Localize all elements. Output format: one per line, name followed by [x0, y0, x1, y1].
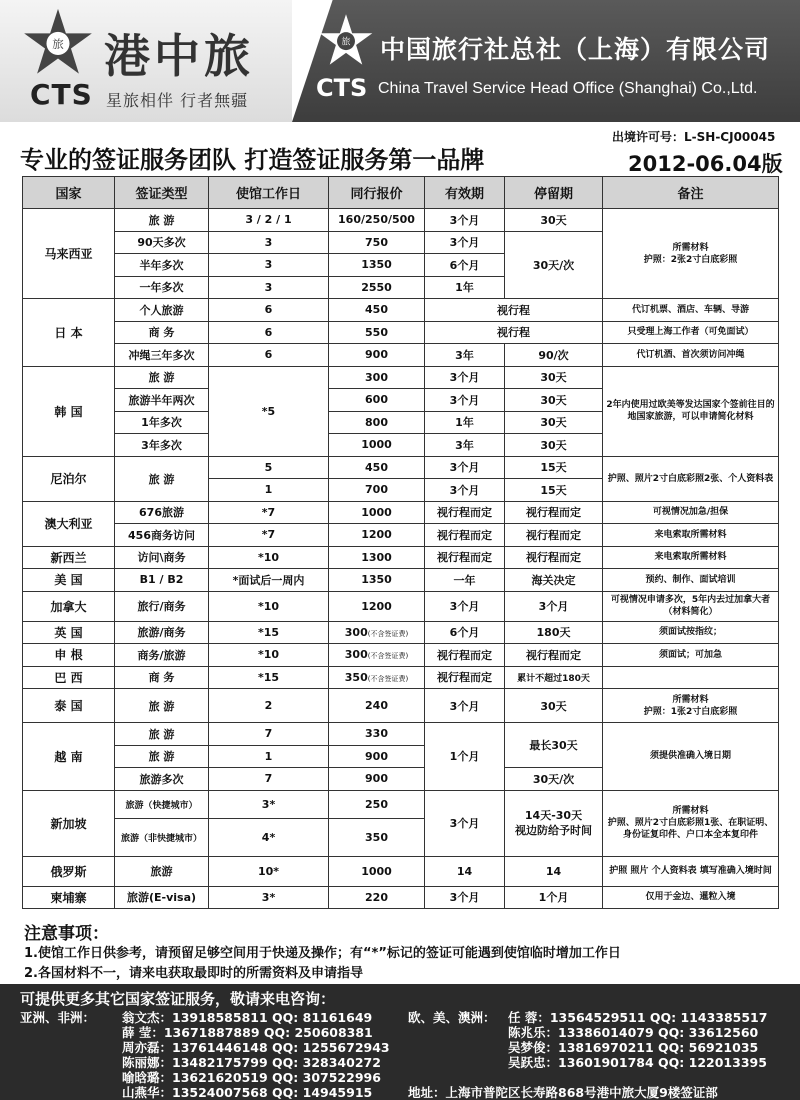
price-cell: 700	[329, 479, 425, 502]
workdays-cell: 3	[209, 254, 329, 277]
note-cell: 所需材料 护照、照片2寸白底彩照1张、在职证明、身份证复印件、户口本全本复印件	[603, 790, 779, 856]
stay-cell: 视行程而定	[505, 644, 603, 667]
workdays-cell: 2	[209, 689, 329, 723]
visa-type-cell: 旅 游	[115, 456, 209, 501]
price-cell: 1350	[329, 254, 425, 277]
price-cell: 1000	[329, 434, 425, 457]
visa-type-cell: 90天多次	[115, 231, 209, 254]
price-cell: 1200	[329, 591, 425, 621]
workdays-cell: *7	[209, 501, 329, 524]
contact-line: 喻晗璐：13621620519 QQ: 307522996	[122, 1070, 381, 1085]
stay-cell: 30天/次	[505, 768, 603, 791]
price-cell: 1350	[329, 569, 425, 592]
table-row	[23, 644, 779, 667]
table-row	[23, 546, 779, 569]
price-cell: 800	[329, 411, 425, 434]
contact-line: 陈兆乐：13386014079 QQ: 33612560	[508, 1025, 759, 1040]
price-cell: 220	[329, 886, 425, 909]
note-cell: 须面试按指纹；	[603, 621, 779, 644]
visa-type-cell: 旅 游	[115, 366, 209, 389]
price-cell: 1000	[329, 856, 425, 886]
validity-cell: 视行程	[425, 299, 603, 322]
stay-cell: 海关决定	[505, 569, 603, 592]
contact-line: 山燕华：13524007568 QQ: 14945915	[122, 1085, 373, 1100]
validity-cell: 3个月	[425, 790, 505, 856]
stay-cell: 30天/次	[505, 231, 603, 299]
column-header: 有效期	[425, 177, 505, 209]
visa-type-cell: 旅游半年两次	[115, 389, 209, 412]
stay-cell: 14天-30天 视边防给予时间	[505, 790, 603, 856]
visa-type-cell: 旅游(E-visa)	[115, 886, 209, 909]
validity-cell: 视行程	[425, 321, 603, 344]
price-cell: 250	[329, 790, 425, 818]
stay-cell: 30天	[505, 411, 603, 434]
price-cell: 900	[329, 745, 425, 768]
validity-cell: 3个月	[425, 456, 505, 479]
country-cell: 尼泊尔	[23, 456, 115, 501]
validity-cell: 3个月	[425, 591, 505, 621]
table-row	[23, 456, 779, 479]
fee-exempt-label: (不含签证费)	[367, 652, 409, 661]
country-cell: 新西兰	[23, 546, 115, 569]
stay-cell: 1个月	[505, 886, 603, 909]
validity-cell: 1个月	[425, 723, 505, 791]
workdays-cell: *15	[209, 666, 329, 689]
cts-star-logo-icon	[22, 6, 94, 78]
country-cell: 申 根	[23, 644, 115, 667]
table-row	[23, 689, 779, 723]
table-header-row	[23, 177, 779, 209]
stay-cell: 15天	[505, 479, 603, 502]
column-header: 备注	[603, 177, 779, 209]
column-header: 同行报价	[329, 177, 425, 209]
workdays-cell: 3*	[209, 886, 329, 909]
brand-name: 港中旅	[104, 29, 254, 83]
workdays-cell: *7	[209, 524, 329, 547]
visa-type-cell: 旅游/商务	[115, 621, 209, 644]
country-cell: 泰 国	[23, 689, 115, 723]
visa-type-cell: 3年多次	[115, 434, 209, 457]
price-cell: 240	[329, 689, 425, 723]
country-cell: 俄罗斯	[23, 856, 115, 886]
validity-cell: 3个月	[425, 209, 505, 232]
cts-logo-text: CTS	[316, 74, 368, 102]
stay-cell: 视行程而定	[505, 501, 603, 524]
column-header: 使馆工作日	[209, 177, 329, 209]
note-cell: 可视情况加急/担保	[603, 501, 779, 524]
price-cell: 1300	[329, 546, 425, 569]
validity-cell: 视行程而定	[425, 666, 505, 689]
cts-logo-text: CTS	[30, 78, 93, 111]
validity-cell: 3年	[425, 434, 505, 457]
table-row	[23, 723, 779, 746]
price-cell: 160/250/500	[329, 209, 425, 232]
workdays-cell: *10	[209, 546, 329, 569]
visa-type-cell: 商务/旅游	[115, 644, 209, 667]
country-cell: 马来西亚	[23, 209, 115, 299]
table-row	[23, 886, 779, 909]
price-value: 300	[344, 625, 368, 639]
validity-cell: 3年	[425, 344, 505, 367]
country-cell: 新加坡	[23, 790, 115, 856]
workdays-cell: *10	[209, 644, 329, 667]
table-row	[23, 569, 779, 592]
stay-cell: 3个月	[505, 591, 603, 621]
stay-cell: 30天	[505, 389, 603, 412]
price-cell: 550	[329, 321, 425, 344]
column-header: 停留期	[505, 177, 603, 209]
workdays-cell: 10*	[209, 856, 329, 886]
visa-type-cell: 冲绳三年多次	[115, 344, 209, 367]
cts-star-logo-icon	[318, 12, 374, 68]
visa-type-cell: 456商务访问	[115, 524, 209, 547]
visa-type-cell: 商 务	[115, 666, 209, 689]
validity-cell: 一年	[425, 569, 505, 592]
price-cell	[329, 644, 425, 667]
company-name-en: China Travel Service Head Office (Shanghai) Co.,Ltd.	[378, 80, 758, 97]
workdays-cell: 6	[209, 321, 329, 344]
note-cell: 来电索取所需材料	[603, 546, 779, 569]
note-cell: 护照、照片2寸白底彩照2张、个人资料表	[603, 456, 779, 501]
visa-type-cell: 1年多次	[115, 411, 209, 434]
validity-cell: 3个月	[425, 479, 505, 502]
fee-exempt-label: (不含签证费)	[367, 674, 409, 683]
validity-cell: 6个月	[425, 621, 505, 644]
table-row	[23, 524, 779, 547]
visa-type-cell: 旅 游	[115, 209, 209, 232]
table-row	[23, 666, 779, 689]
note-cell: 所需材料 护照：2张2寸白底彩照	[603, 209, 779, 299]
contact-line: 薛 莹：13671887889 QQ: 250608381	[122, 1025, 373, 1040]
table-row	[23, 621, 779, 644]
country-cell: 韩 国	[23, 366, 115, 456]
country-cell: 英 国	[23, 621, 115, 644]
stay-cell: 15天	[505, 456, 603, 479]
notes-heading: 注意事项：	[24, 924, 109, 944]
price-cell: 300	[329, 366, 425, 389]
column-header: 国家	[23, 177, 115, 209]
price-cell: 330	[329, 723, 425, 746]
contact-line: 吴梦俊：13816970211 QQ: 56921035	[508, 1040, 759, 1055]
stay-cell: 30天	[505, 366, 603, 389]
visa-type-cell: 半年多次	[115, 254, 209, 277]
visa-type-cell: 旅 游	[115, 745, 209, 768]
note-cell: 仅用于金边、暹粒入境	[603, 886, 779, 909]
workdays-cell: *15	[209, 621, 329, 644]
stay-cell: 最长30天	[505, 723, 603, 768]
price-cell: 450	[329, 456, 425, 479]
validity-cell: 3个月	[425, 366, 505, 389]
note-item: 2.各国材料不一，请来电获取最即时的所需资料及申请指导	[24, 966, 363, 981]
visa-type-cell: 旅 游	[115, 689, 209, 723]
note-cell: 所需材料 护照：1张2寸白底彩照	[603, 689, 779, 723]
validity-cell: 视行程而定	[425, 644, 505, 667]
price-cell: 1200	[329, 524, 425, 547]
note-cell: 只受理上海工作者（可免面试）	[603, 321, 779, 344]
note-cell: 来电索取所需材料	[603, 524, 779, 547]
visa-type-cell: B1 / B2	[115, 569, 209, 592]
price-cell: 2550	[329, 276, 425, 299]
visa-type-cell: 旅游（非快捷城市）	[115, 818, 209, 856]
contact-line: 周亦磊：13761446148 QQ: 1255672943	[122, 1040, 390, 1055]
note-cell: 护照 照片 个人资料表 填写准确入境时间	[603, 856, 779, 886]
validity-cell: 3个月	[425, 231, 505, 254]
header-banner	[0, 0, 800, 122]
price-cell	[329, 666, 425, 689]
price-cell	[329, 621, 425, 644]
note-cell: 2年内使用过欧美等发达国家个签前往目的地国家旅游，可以申请简化材料	[603, 366, 779, 456]
country-cell: 美 国	[23, 569, 115, 592]
stay-cell: 180天	[505, 621, 603, 644]
note-cell: 代订机票、酒店、车辆、导游	[603, 299, 779, 322]
contact-line: 吴跃忠：13601901784 QQ: 122013395	[508, 1055, 767, 1070]
validity-cell: 视行程而定	[425, 546, 505, 569]
workdays-cell: 3 / 2 / 1	[209, 209, 329, 232]
stay-cell: 视行程而定	[505, 546, 603, 569]
workdays-cell: 3*	[209, 790, 329, 818]
column-header: 签证类型	[115, 177, 209, 209]
contact-line: 翁文杰：13918585811 QQ: 81161649	[122, 1010, 373, 1025]
fee-exempt-label: (不含签证费)	[367, 629, 409, 638]
price-cell: 750	[329, 231, 425, 254]
visa-type-cell: 旅游（快捷城市）	[115, 790, 209, 818]
price-cell: 900	[329, 344, 425, 367]
table-row	[23, 321, 779, 344]
price-cell: 900	[329, 768, 425, 791]
version-label: 2012-06.04版	[628, 152, 783, 176]
workdays-cell: 7	[209, 768, 329, 791]
stay-cell: 30天	[505, 434, 603, 457]
workdays-cell: 1	[209, 479, 329, 502]
validity-cell: 视行程而定	[425, 524, 505, 547]
price-cell: 450	[329, 299, 425, 322]
country-cell: 日 本	[23, 299, 115, 367]
workdays-cell: 6	[209, 344, 329, 367]
country-cell: 澳大利亚	[23, 501, 115, 546]
table-row	[23, 501, 779, 524]
workdays-cell: *10	[209, 591, 329, 621]
workdays-cell: 3	[209, 276, 329, 299]
contact-line: 任 蓉：13564529511 QQ: 1143385517	[508, 1010, 768, 1025]
table-row	[23, 299, 779, 322]
visa-type-cell: 访问\商务	[115, 546, 209, 569]
country-cell: 加拿大	[23, 591, 115, 621]
note-cell: 预约、制作、面试培训	[603, 569, 779, 592]
permit-number: 出境许可号：L-SH-CJ00045	[612, 130, 776, 144]
visa-type-cell: 旅 游	[115, 723, 209, 746]
validity-cell: 1年	[425, 276, 505, 299]
page-title: 专业的签证服务团队 打造签证服务第一品牌	[20, 146, 485, 174]
svg-text:旅: 旅	[52, 36, 64, 51]
country-cell: 越 南	[23, 723, 115, 791]
visa-type-cell: 商 务	[115, 321, 209, 344]
table-row	[23, 790, 779, 818]
visa-type-cell: 一年多次	[115, 276, 209, 299]
workdays-cell: *面试后一周内	[209, 569, 329, 592]
validity-cell: 14	[425, 856, 505, 886]
validity-cell: 3个月	[425, 689, 505, 723]
country-cell: 柬埔寨	[23, 886, 115, 909]
stay-cell: 30天	[505, 689, 603, 723]
validity-cell: 3个月	[425, 389, 505, 412]
validity-cell: 视行程而定	[425, 501, 505, 524]
note-cell: 可视情况申请多次，5年内去过加拿大者（材料简化）	[603, 591, 779, 621]
table-row	[23, 591, 779, 621]
table-row	[23, 209, 779, 232]
note-item: 1.使馆工作日供参考，请预留足够空间用于快递及操作；有“*”标记的签证可能遇到使馆临时增加工作日	[24, 946, 621, 961]
workdays-cell: 1	[209, 745, 329, 768]
note-cell: 须面试；可加急	[603, 644, 779, 667]
price-cell: 350	[329, 818, 425, 856]
visa-type-cell: 旅游	[115, 856, 209, 886]
stay-cell: 30天	[505, 209, 603, 232]
workdays-cell: 5	[209, 456, 329, 479]
visa-type-cell: 个人旅游	[115, 299, 209, 322]
note-cell: 须提供准确入境日期	[603, 723, 779, 791]
workdays-cell: 4*	[209, 818, 329, 856]
validity-cell: 6个月	[425, 254, 505, 277]
validity-cell: 1年	[425, 411, 505, 434]
region-label-asia: 亚洲、非洲：	[20, 1010, 96, 1025]
region-label-west: 欧、美、澳洲：	[408, 1010, 496, 1025]
visa-price-table	[22, 176, 779, 909]
workdays-cell: 6	[209, 299, 329, 322]
stay-cell: 视行程而定	[505, 524, 603, 547]
stay-cell: 累计不超过180天	[505, 666, 603, 689]
price-cell: 600	[329, 389, 425, 412]
contact-line: 陈丽娜：13482175799 QQ: 328340272	[122, 1055, 381, 1070]
country-cell: 巴 西	[23, 666, 115, 689]
address: 地址：上海市普陀区长寿路868号港中旅大厦9楼签证部	[408, 1085, 718, 1100]
svg-text:旅: 旅	[341, 37, 351, 48]
note-cell: 代订机酒、首次须访问冲绳	[603, 344, 779, 367]
table-row	[23, 344, 779, 367]
contact-heading: 可提供更多其它国家签证服务，敬请来电咨询：	[20, 990, 336, 1008]
note-cell	[603, 666, 779, 689]
price-value: 350	[344, 670, 368, 684]
table-row	[23, 366, 779, 389]
company-name-cn: 中国旅行社总社（上海）有限公司	[380, 35, 771, 64]
price-cell: 1000	[329, 501, 425, 524]
contact-footer	[0, 984, 800, 1100]
brand-slogan: 星旅相伴 行者無疆	[106, 91, 249, 110]
stay-cell: 90/次	[505, 344, 603, 367]
workdays-cell: 3	[209, 231, 329, 254]
workdays-cell: *5	[209, 366, 329, 456]
visa-type-cell: 676旅游	[115, 501, 209, 524]
visa-type-cell: 旅行/商务	[115, 591, 209, 621]
stay-cell: 14	[505, 856, 603, 886]
price-value: 300	[344, 648, 368, 662]
validity-cell: 3个月	[425, 886, 505, 909]
workdays-cell: 7	[209, 723, 329, 746]
table-row	[23, 856, 779, 886]
visa-type-cell: 旅游多次	[115, 768, 209, 791]
